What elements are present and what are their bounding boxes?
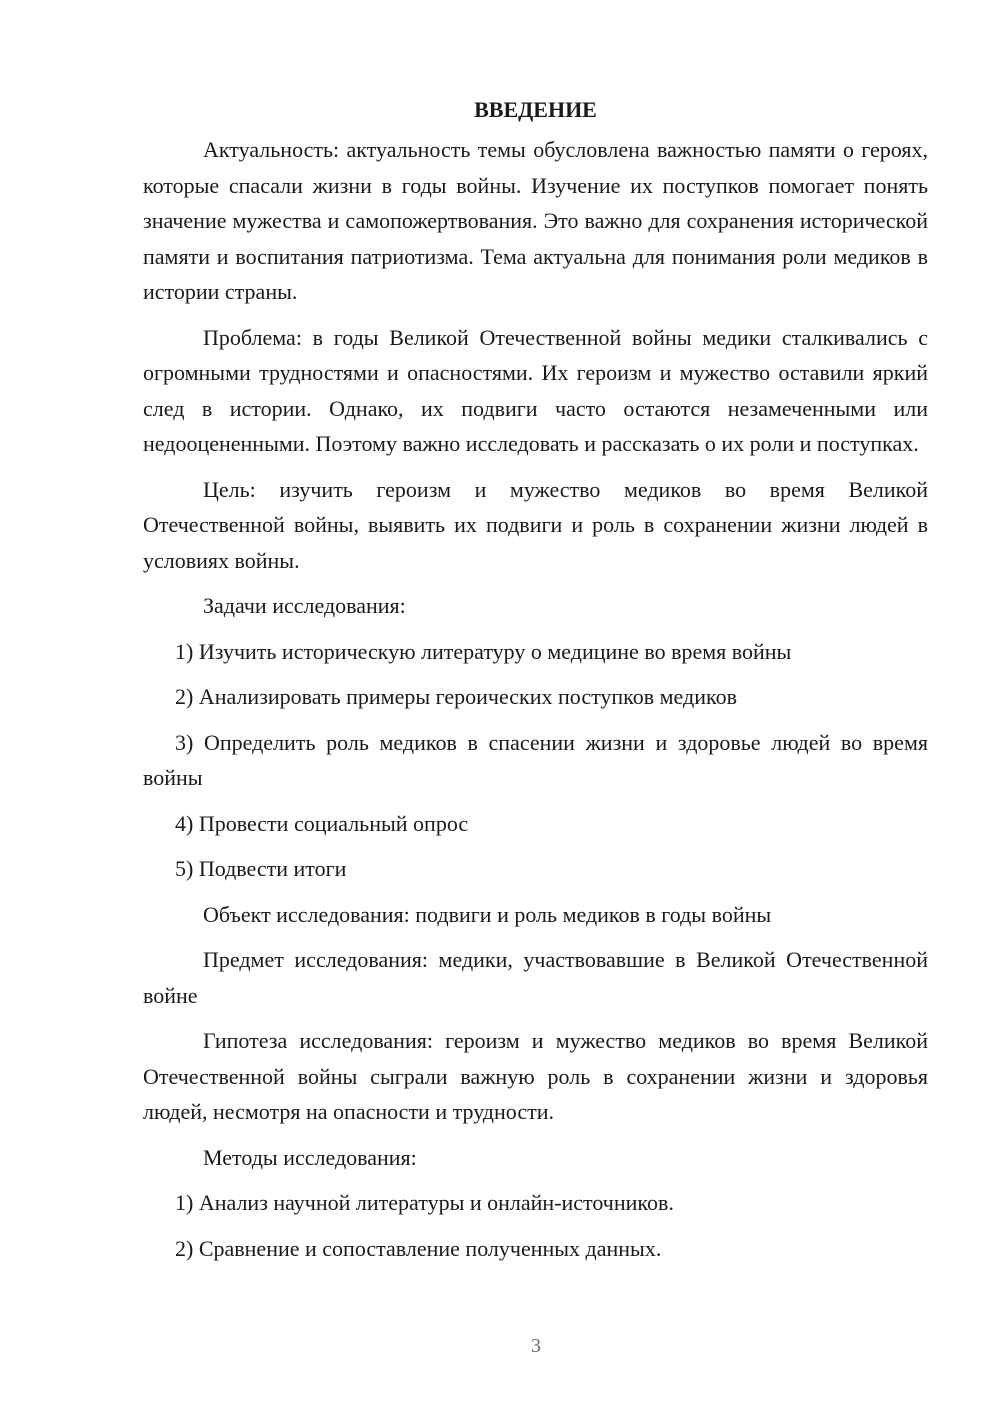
task-item-4: 4) Провести социальный опрос xyxy=(175,810,469,836)
relevance-paragraph: Актуальность: актуальность темы обусловлена важностью памяти о героях, которые спасали жизни в годы войны. Изучение их поступков помогает понять значение мужества и самопожертвования. Это важно для сохранения исторической памяти и воспитания патриотизма. Тема актуальна для понимания роли медиков в истории страны. xyxy=(143,137,928,304)
problem-paragraph: Проблема: в годы Великой Отечественной войны медики сталкивались с огромными трудностями и опасностями. Их героизм и мужество оставили яркий след в истории. Однако, их подвиги часто остаются незамеченными или недооцененными. Поэтому важно исследовать и рассказать о их роли и поступках. xyxy=(143,324,928,456)
task-item-2: 2) Анализировать примеры героических поступков медиков xyxy=(175,684,737,709)
page-number: 3 xyxy=(531,1335,541,1357)
section-title: ВВЕДЕНИЕ xyxy=(474,97,597,122)
task-item-3: 3) Определить роль медиков в спасении жизни и здоровье людей во время войны xyxy=(143,729,928,790)
tasks-heading: Задачи исследования: xyxy=(203,593,406,618)
document-page xyxy=(143,96,928,1276)
goal-paragraph: Цель: изучить героизм и мужество медиков во время Великой Отечественной войны, выявить их подвиги и роль в сохранении жизни людей в условиях войны. xyxy=(143,476,928,573)
subject-paragraph: Предмет исследования: медики, участвовавшие в Великой Отечественной войне xyxy=(143,947,928,1008)
method-item-2: 2) Сравнение и сопоставление полученных данных. xyxy=(175,1235,662,1261)
methods-heading: Методы исследования: xyxy=(203,1144,417,1170)
task-item-1: 1) Изучить историческую литературу о медицине во время войны xyxy=(175,638,792,664)
method-item-1: 1) Анализ научной литературы и онлайн-источников. xyxy=(175,1190,674,1215)
object-paragraph: Объект исследования: подвиги и роль медиков в годы войны xyxy=(203,901,772,927)
task-item-5: 5) Подвести итоги xyxy=(175,856,347,881)
hypothesis-paragraph: Гипотеза исследования: героизм и мужество медиков во время Великой Отечественной войны сыграли важную роль в сохранении жизни и здоровья людей, несмотря на опасности и трудности. xyxy=(143,1028,928,1124)
